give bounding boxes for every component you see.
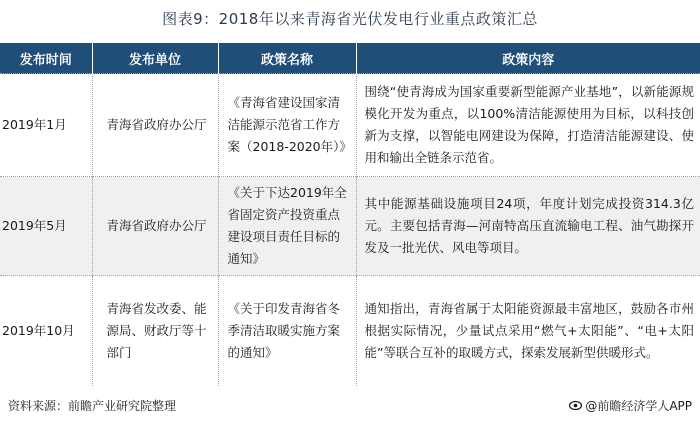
cell-date: 2019年5月 (0, 177, 92, 276)
table-row (0, 177, 700, 276)
cell-unit: 青海省政府办公厅 (92, 74, 218, 177)
table-row (0, 74, 700, 177)
cell-unit: 青海省政府办公厅 (92, 177, 218, 276)
header-unit: 发布单位 (92, 43, 218, 74)
cell-policy-content: 其中能源基础设施项目24项，年度计划完成投资314.3亿元。主要包括青海—河南特高压直流输电工程、油气勘探开发及一批光伏、风电等项目。 (356, 177, 700, 276)
chart-title: 图表9：2018年以来青海省光伏发电行业重点政策汇总 (162, 10, 538, 28)
eye-logo-icon (569, 399, 582, 412)
header-policy-content: 政策内容 (356, 43, 700, 74)
table-row (0, 276, 700, 387)
table-header-row (0, 43, 700, 74)
cell-unit: 青海省发改委、能源局、财政厅等十部门 (92, 276, 218, 387)
brand-text: @前瞻经济学人APP (585, 399, 692, 413)
source-note: 资料来源：前瞻产业研究院整理 (8, 399, 177, 413)
brand-credit (569, 397, 692, 414)
cell-date: 2019年1月 (0, 74, 92, 177)
cell-policy-content: 围绕“使青海成为国家重要新型能源产业基地”，以新能源规模化开发为重点，以100%清洁能源使用为目标，以科技创新为支撑，以智能电网建设为保障，打造清洁能源建设、使用和输出全链条示范省。 (356, 74, 700, 177)
policy-table (0, 43, 700, 386)
cell-policy-name: 《青海省建设国家清洁能源示范省工作方案（2018-2020年）》 (218, 74, 356, 177)
cell-date: 2019年10月 (0, 276, 92, 387)
header-date: 发布时间 (0, 43, 92, 74)
cell-policy-name: 《关于印发青海省冬季清洁取暖实施方案的通知》 (218, 276, 356, 387)
cell-policy-content: 通知指出，青海省属于太阳能资源最丰富地区，鼓励各市州根据实际情况，少量试点采用“燃气+太阳能”、“电+太阳能”等联合互补的取暖方式，探索发展新型供暖形式。 (356, 276, 700, 387)
cell-policy-name: 《关于下达2019年全省固定资产投资重点建设项目责任目标的通知》 (218, 177, 356, 276)
header-policy-name: 政策名称 (218, 43, 356, 74)
